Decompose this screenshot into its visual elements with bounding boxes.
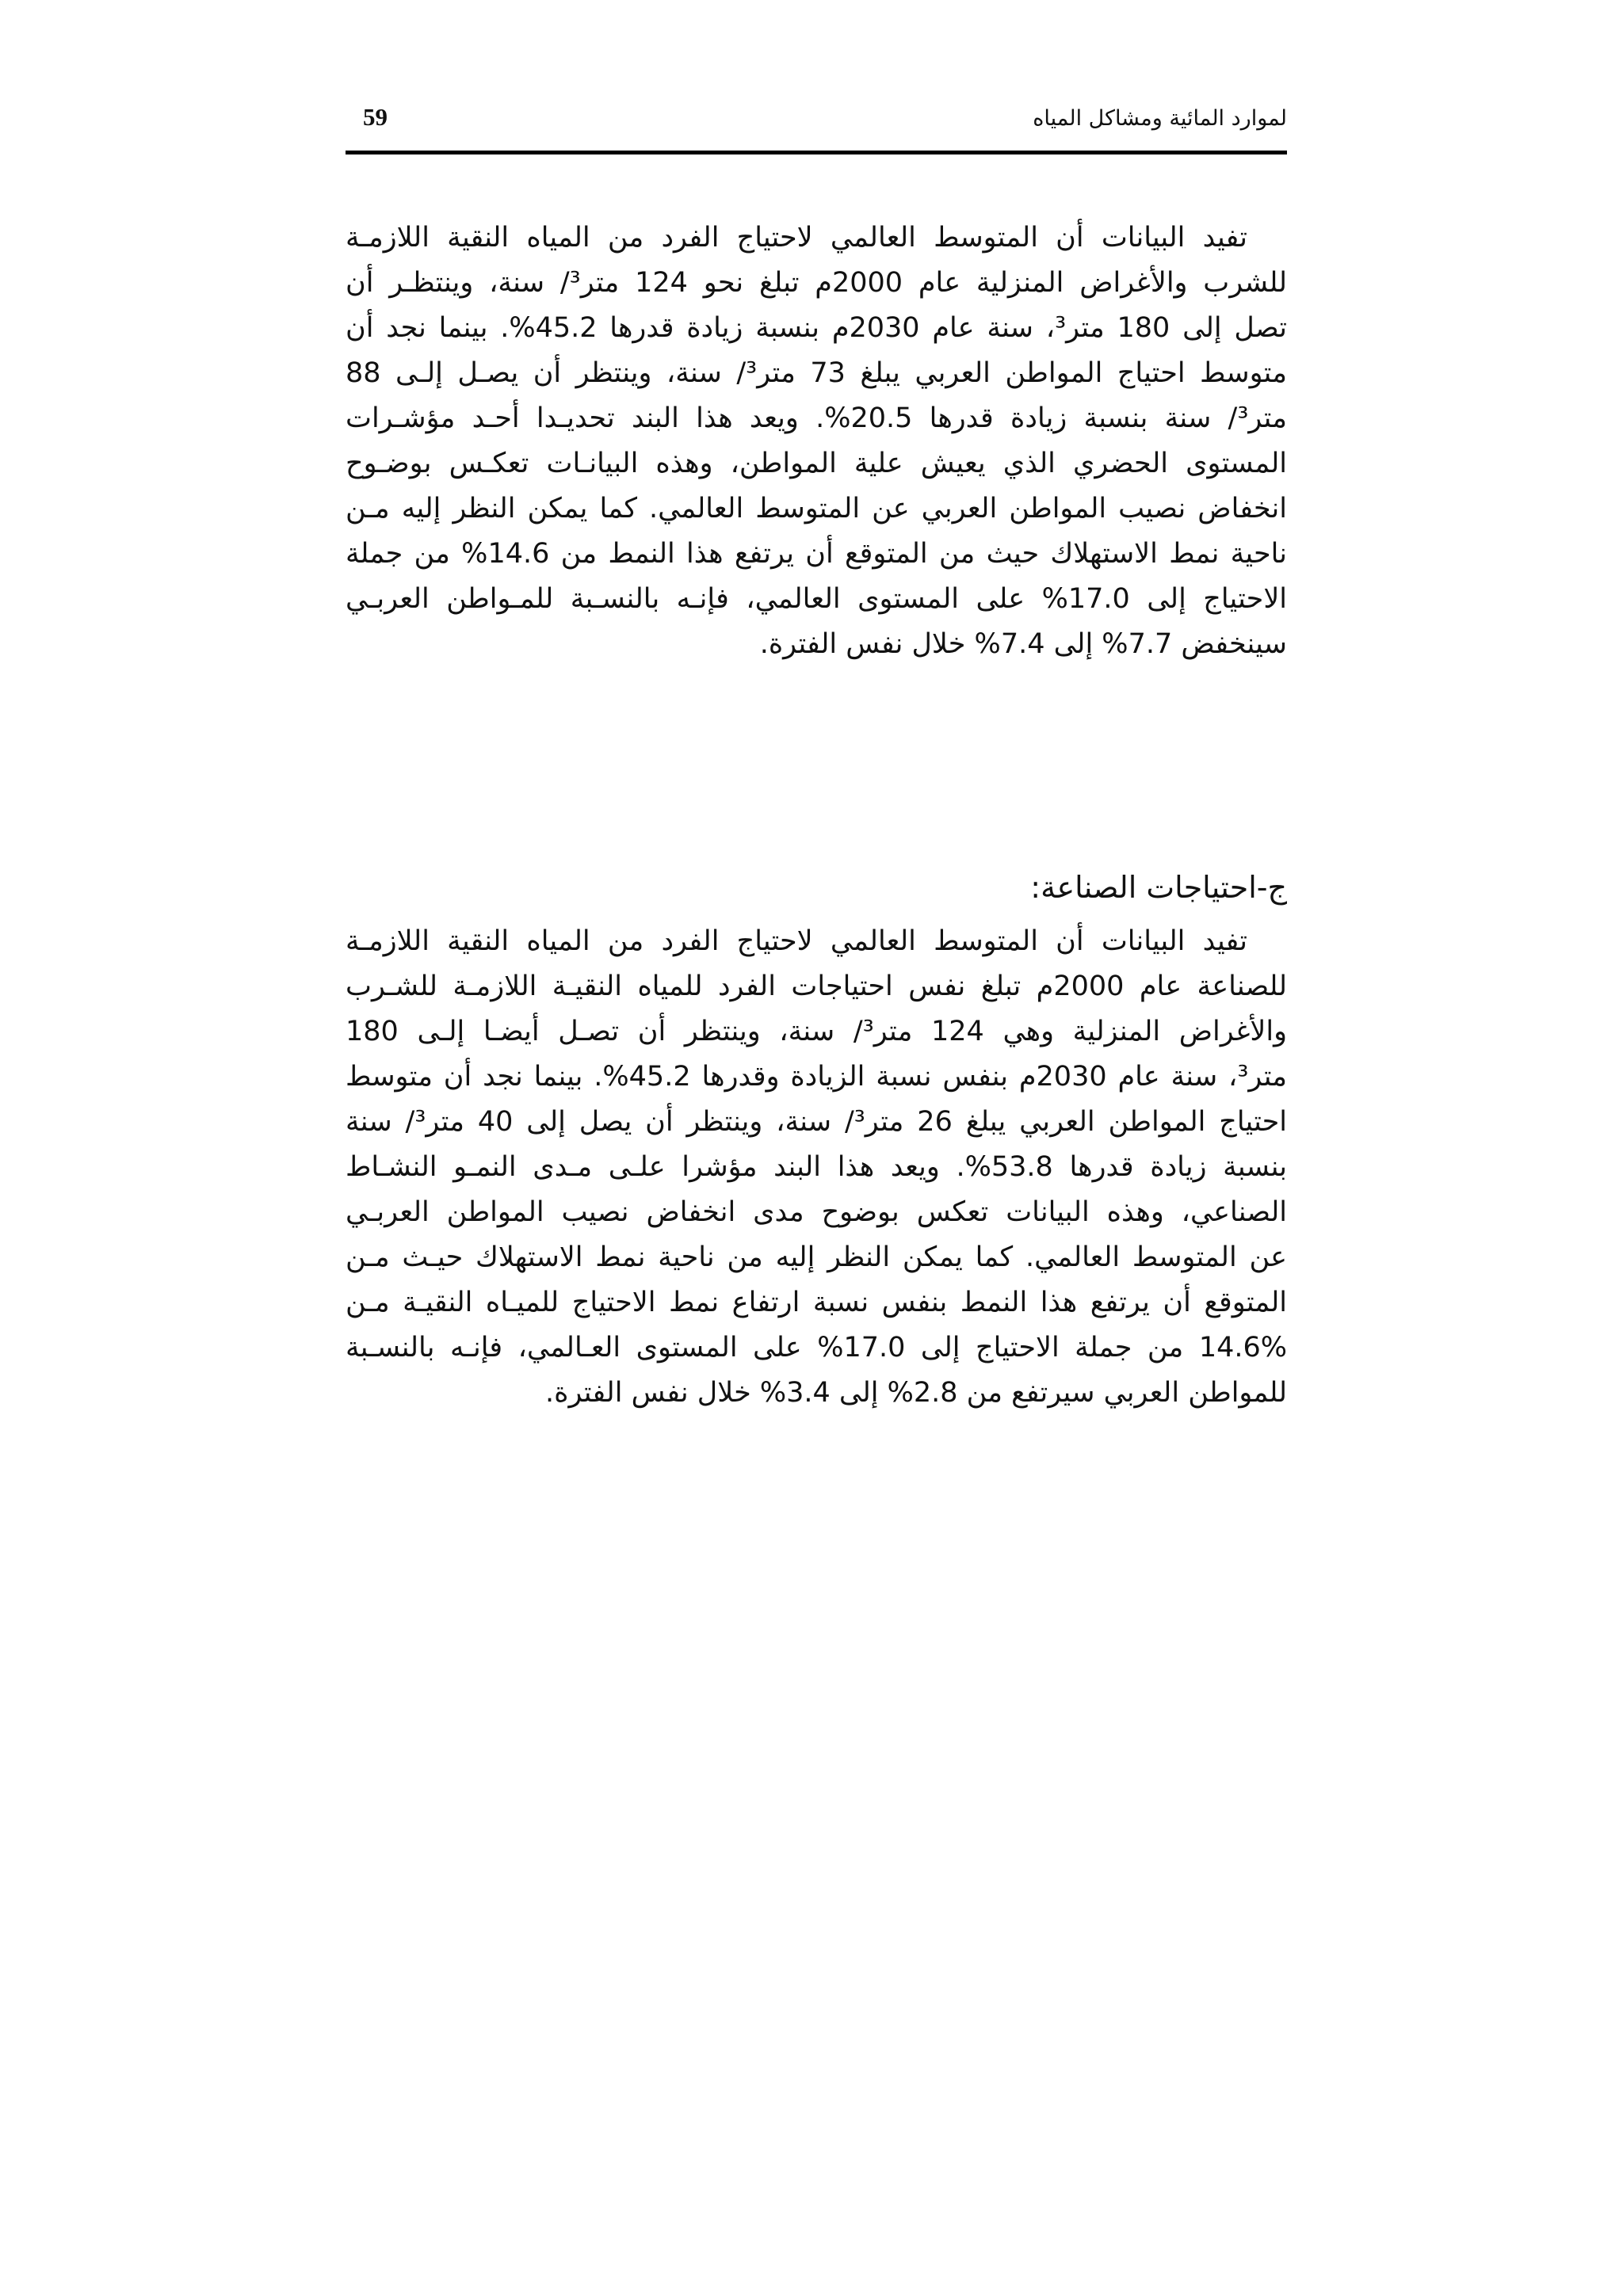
- page-number: 59: [363, 103, 388, 131]
- text-line: تفيد البيانات أن المتوسط العالمي لاحتياج الفرد من المياه النقية اللازمـة: [346, 925, 1247, 957]
- section-heading-industry: ج-احتياجات الصناعة:: [1030, 870, 1287, 905]
- text-line: سينخفض 7.7% إلى 7.4% خلال نفس الفترة.: [759, 628, 1287, 660]
- text-line: والأغراض المنزلية وهي 124 متر³/ سنة، وينتظر أن تصـل أيضـا إلـى 180: [346, 1016, 1287, 1047]
- text-line: متر³/ سنة بنسبة زيادة قدرها 20.5%. ويعد هذا البند تحديـدا أحـد مؤشـرات: [346, 402, 1287, 434]
- paragraph-industry-needs: [346, 919, 1287, 1416]
- text-line: المستوى الحضري الذي يعيش علية المواطن، وهذه البيانـات تعكـس بوضـوح: [346, 448, 1287, 479]
- text-line: الاحتياج إلى 17.0% على المستوى العالمي، فإنـه بالنسـبة للمـواطن العربـي: [346, 583, 1287, 615]
- text-line: انخفاض نصيب المواطن العربي عن المتوسط العالمي. كما يمكن النظر إليه مـن: [346, 493, 1287, 524]
- text-line: تصل إلى 180 متر³، سنة عام 2030م بنسبة زيادة قدرها 45.2%. بينما نجد أن: [346, 312, 1287, 344]
- text-line: احتياج المواطن العربي يبلغ 26 متر³/ سنة، وينتظر أن يصل إلى 40 متر³/ سنة: [346, 1106, 1287, 1138]
- text-line: عن المتوسط العالمي. كما يمكن النظر إليه من ناحية نمط الاستهلاك حيـث مـن: [346, 1241, 1287, 1273]
- text-line: بنسبة زيادة قدرها 53.8%. ويعد هذا البند مؤشرا علـى مـدى النمـو النشـاط: [346, 1151, 1287, 1183]
- text-line: تفيد البيانات أن المتوسط العالمي لاحتياج الفرد من المياه النقية اللازمـة: [346, 222, 1247, 254]
- text-line: للمواطن العربي سيرتفع من 2.8% إلى 3.4% خلال نفس الفترة.: [545, 1377, 1287, 1409]
- page-header: [346, 103, 1287, 154]
- text-line: للصناعة عام 2000م تبلغ نفس احتياجات الفرد للمياه النقيـة اللازمـة للشـرب: [346, 971, 1287, 1002]
- text-line: متوسط احتياج المواطن العربي يبلغ 73 متر³/ سنة، وينتظر أن يصـل إلـى 88: [346, 357, 1287, 389]
- text-line: الصناعي، وهذه البيانات تعكس بوضوح مدى انخفاض نصيب المواطن العربـي: [346, 1196, 1287, 1228]
- text-line: ناحية نمط الاستهلاك حيث من المتوقع أن يرتفع هذا النمط من 14.6% من جملة: [346, 538, 1287, 570]
- text-line: للشرب والأغراض المنزلية عام 2000م تبلغ نحو 124 متر³/ سنة، وينتظـر أن: [346, 267, 1287, 299]
- paragraph-domestic-needs: [346, 215, 1287, 667]
- text-line: متر³، سنة عام 2030م بنفس نسبة الزيادة وقدرها 45.2%. بينما نجد أن متوسط: [346, 1061, 1287, 1093]
- text-line: المتوقع أن يرتفع هذا النمط بنفس نسبة ارتفاع نمط الاحتياج للميـاه النقيـة مـن: [346, 1287, 1287, 1318]
- running-title: لموارد المائية ومشاكل المياه: [1033, 106, 1287, 131]
- text-line: 14.6% من جملة الاحتياج إلى 17.0% على المستوى العـالمي، فإنـه بالنسـبة: [346, 1332, 1287, 1363]
